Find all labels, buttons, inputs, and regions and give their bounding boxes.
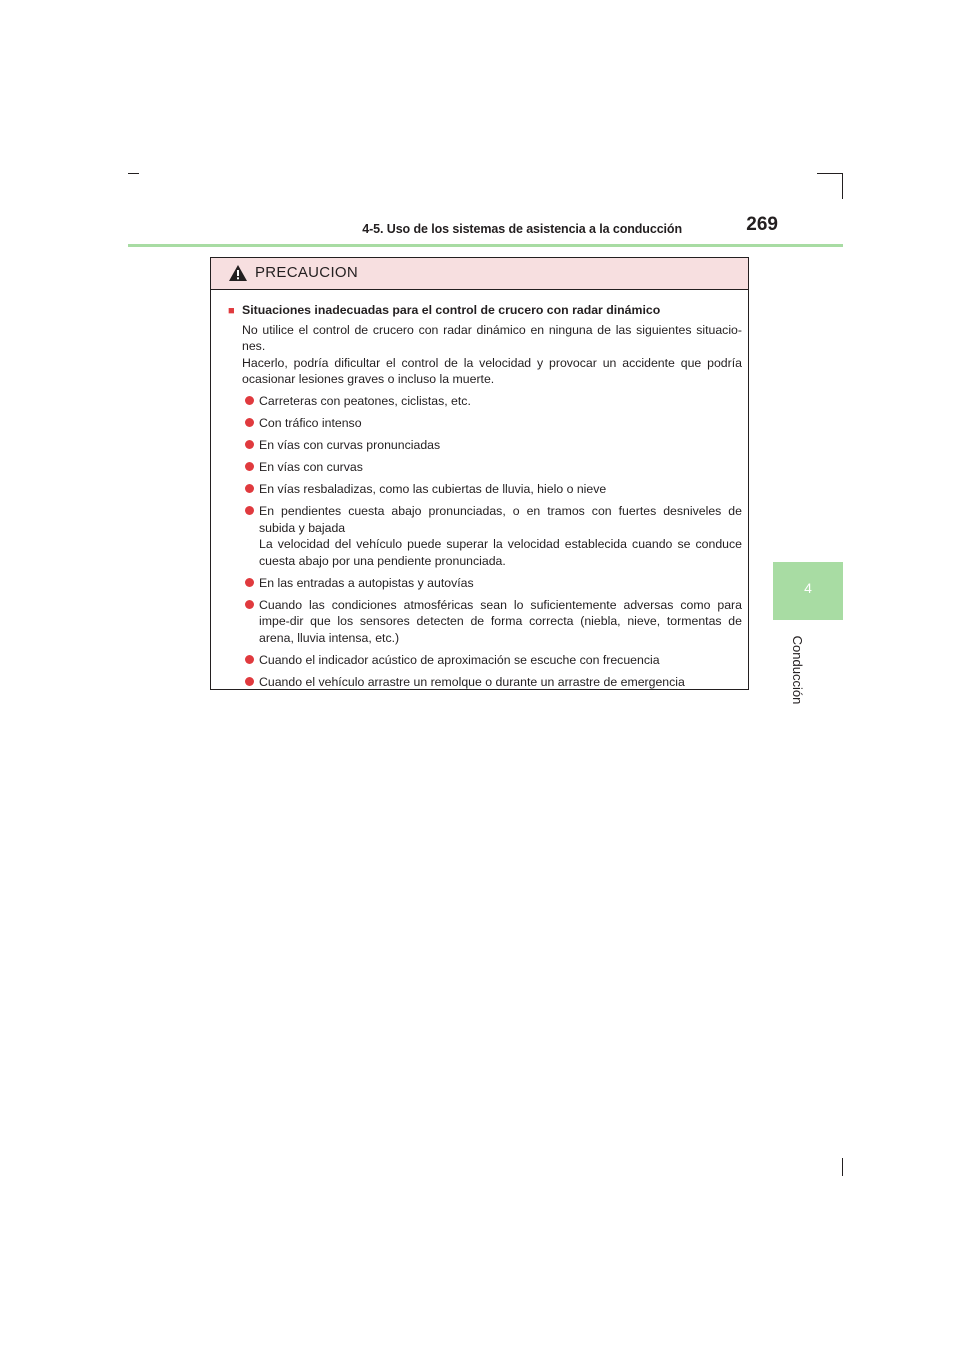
bullet-dot-icon	[245, 418, 254, 427]
crop-mark	[817, 173, 843, 174]
bullet-dot-icon	[245, 655, 254, 664]
caution-title: PRECAUCION	[255, 264, 359, 281]
caution-body	[211, 290, 748, 690]
list-item	[228, 437, 742, 454]
list-item-text: En pendientes cuesta abajo pronunciadas, o en tramos con fuertes desniveles de subida y bajada	[259, 504, 742, 535]
bullet-dot-icon	[245, 440, 254, 449]
crop-mark	[842, 1158, 843, 1176]
section-title: 4-5. Uso de los sistemas de asistencia a la conducción	[362, 222, 682, 236]
crop-mark	[842, 173, 843, 199]
section-heading	[228, 302, 742, 320]
list-item	[228, 459, 742, 476]
bullet-dot-icon	[245, 677, 254, 686]
warning-triangle-icon	[228, 264, 248, 282]
chapter-label: Conducción	[790, 635, 805, 705]
list-item	[228, 415, 742, 432]
caution-header	[211, 258, 748, 290]
intro-paragraph: No utilice el control de crucero con radar dinámico en ninguna de las siguientes situacio-nes.	[242, 322, 742, 353]
bullet-dot-icon	[245, 484, 254, 493]
bullet-dot-icon	[245, 506, 254, 515]
bullet-dot-icon	[245, 600, 254, 609]
bullet-dot-icon	[245, 396, 254, 405]
chapter-tab	[773, 562, 843, 620]
list-item-text: Con tráfico intenso	[259, 416, 362, 430]
bullet-dot-icon	[245, 578, 254, 587]
list-item	[228, 575, 742, 592]
caution-box	[210, 257, 749, 690]
square-bullet-icon: ■	[228, 305, 235, 317]
section-heading-text: Situaciones inadecuadas para el control de crucero con radar dinámico	[242, 303, 661, 317]
header-rule	[128, 244, 843, 247]
list-item-text: En vías con curvas	[259, 460, 363, 474]
list-item-text: Cuando las condiciones atmosféricas sean lo suficientemente adversas como para impe-dir que los sensores detecten de forma correcta (niebla, nieve, tormentas de arena, lluvia intensa, etc.)	[259, 597, 742, 645]
crop-mark	[128, 173, 139, 174]
page-number: 269	[746, 214, 778, 235]
bullet-dot-icon	[245, 462, 254, 471]
situation-list	[228, 393, 742, 690]
list-item-note: La velocidad del vehículo puede superar la velocidad establecida cuando se conduce cuesta abajo por una pendiente pronunciada.	[259, 537, 742, 568]
list-item-text: En vías con curvas pronunciadas	[259, 438, 441, 452]
list-item	[228, 393, 742, 410]
list-item-text: En las entradas a autopistas y autovías	[259, 575, 474, 590]
list-item	[228, 652, 742, 669]
list-item-text: En vías resbaladizas, como las cubiertas de lluvia, hielo o nieve	[259, 482, 607, 496]
intro-paragraph: Hacerlo, podría dificultar el control de la velocidad y provocar un accidente que podría ocasionar lesiones graves o incluso la muerte.	[242, 355, 742, 386]
list-item-text: Carreteras con peatones, ciclistas, etc.	[259, 394, 471, 408]
list-item-text: Cuando el vehículo arrastre un remolque o durante un arrastre de emergencia	[259, 674, 685, 689]
list-item	[228, 674, 742, 691]
list-item	[228, 481, 742, 498]
list-item	[228, 597, 742, 647]
list-item	[228, 503, 742, 569]
chapter-number: 4	[804, 580, 812, 596]
list-item-text: Cuando el indicador acústico de aproximación se escuche con frecuencia	[259, 652, 660, 667]
